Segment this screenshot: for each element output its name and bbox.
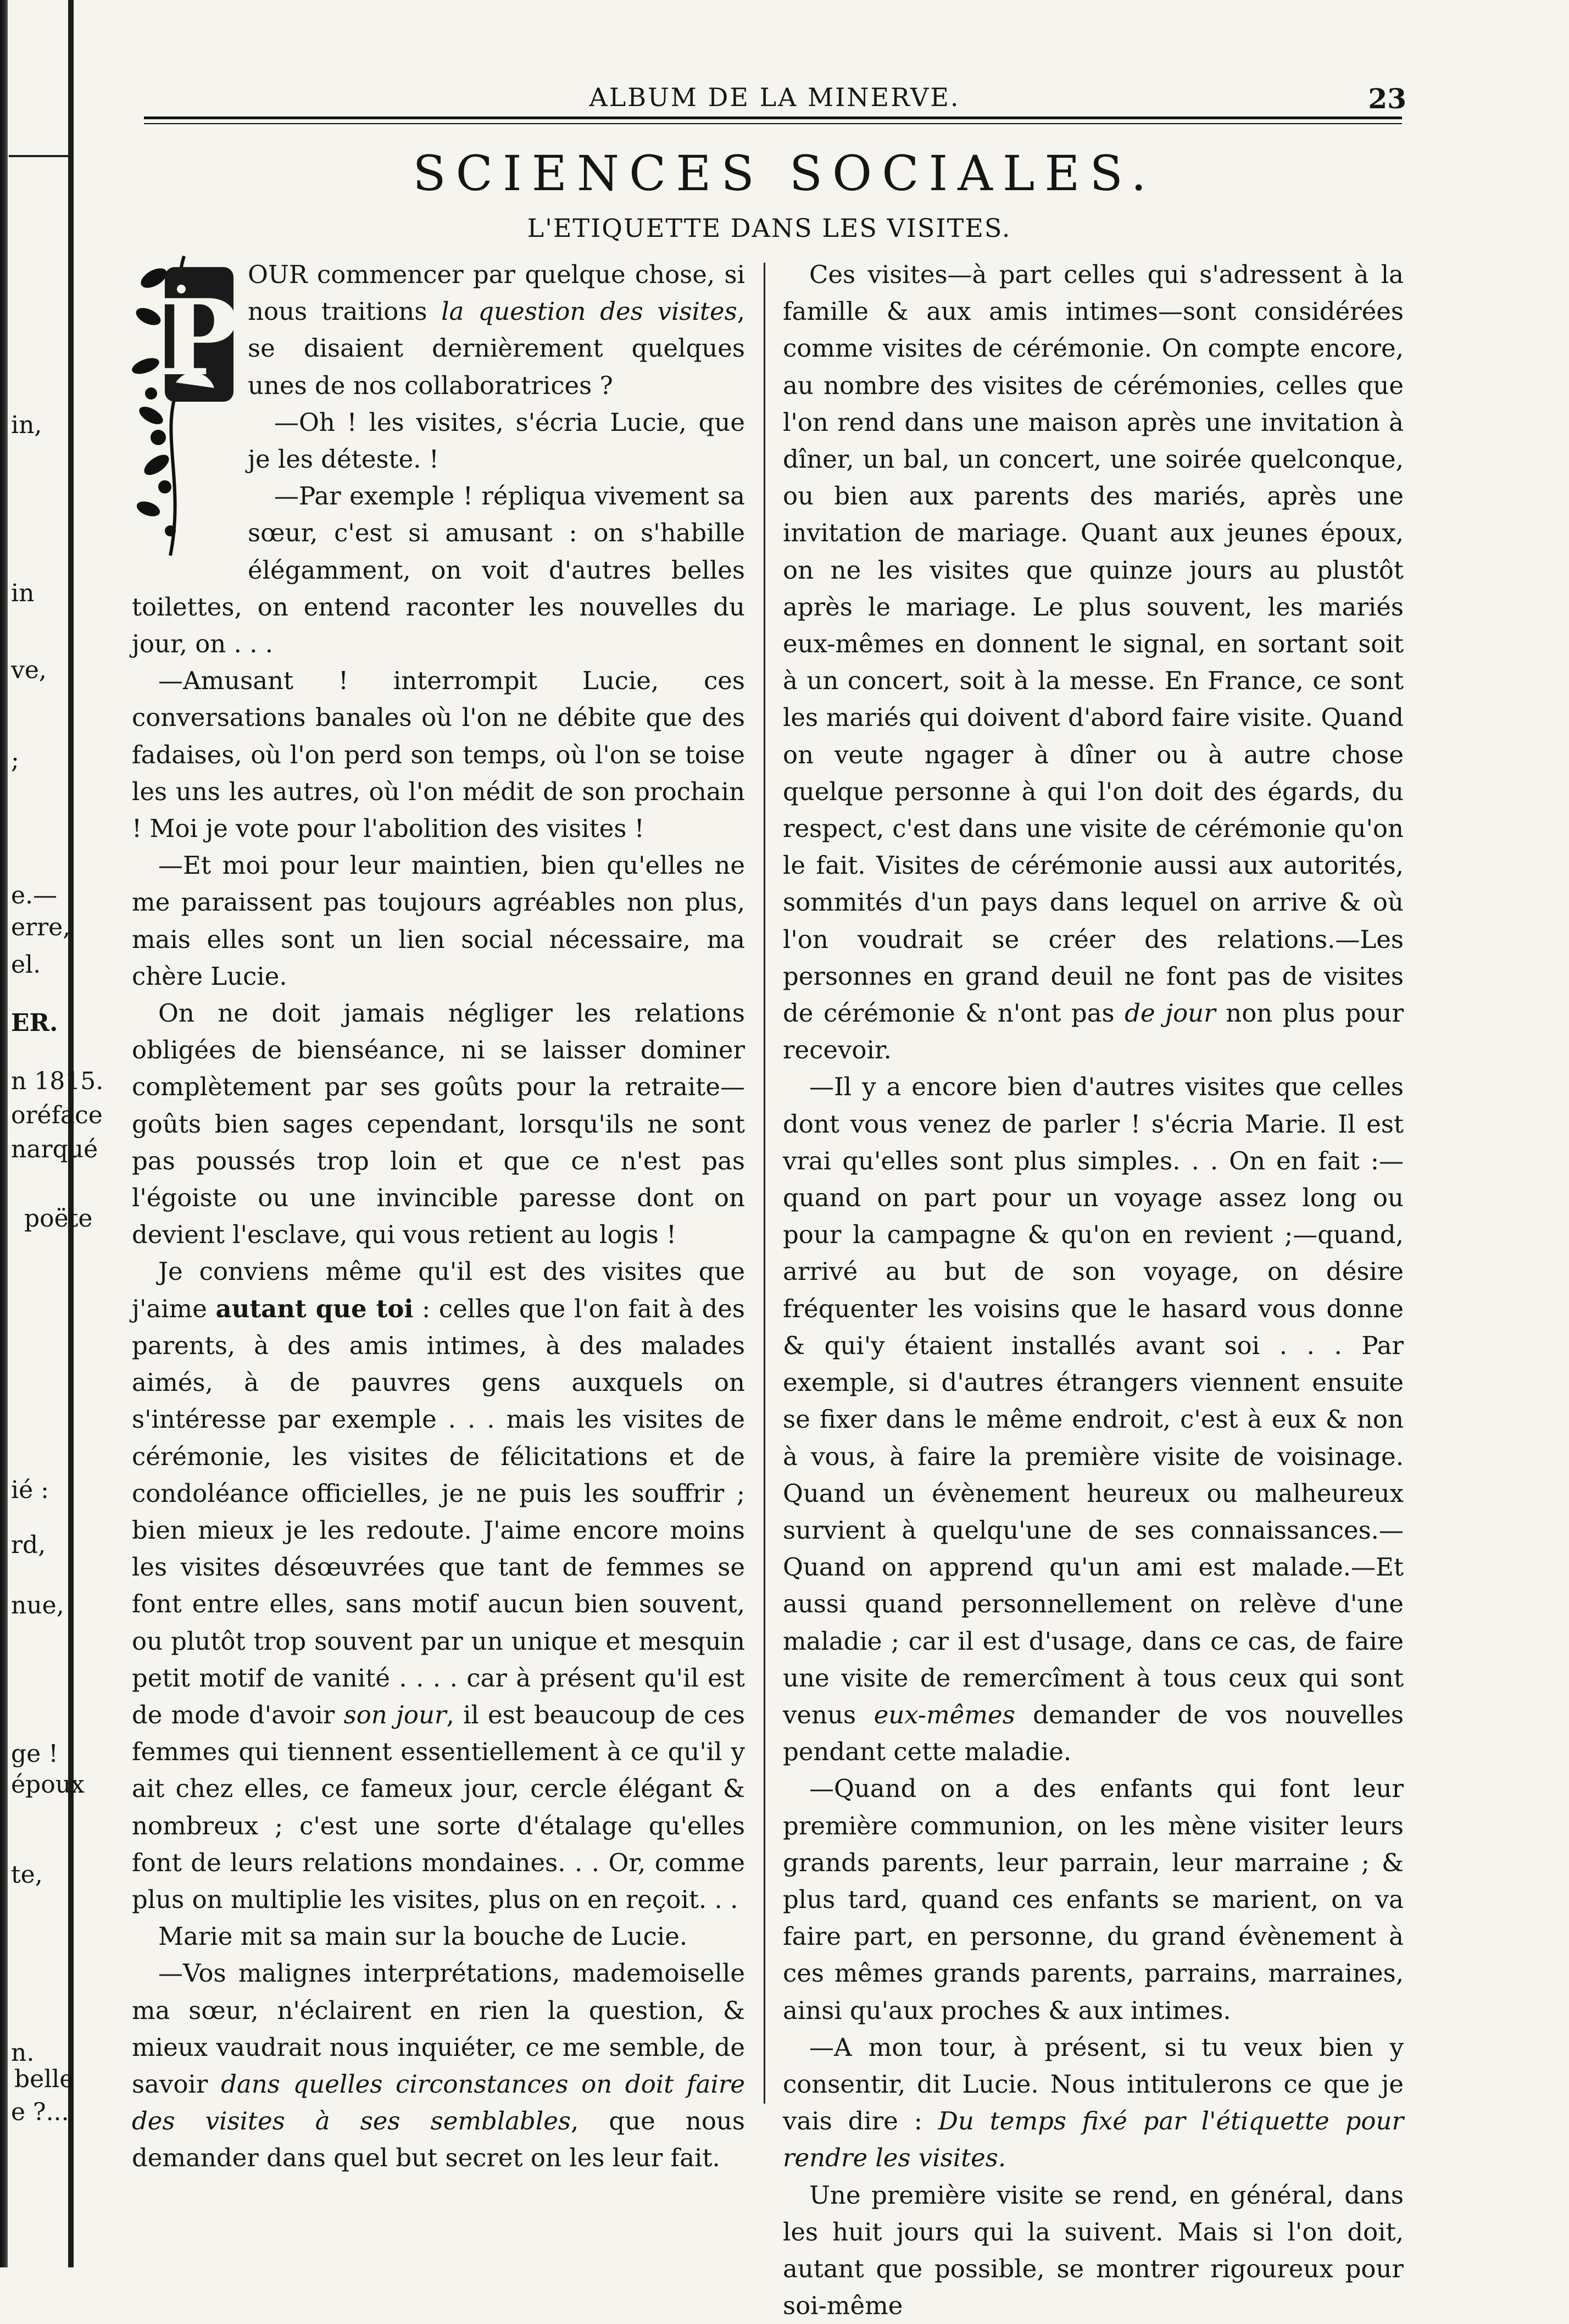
paragraph: Je conviens même qu'il est des visites que j'aime autant que toi : celles que l'on fait à des parents, à des amis intimes, à des malades aimés, à de pauvres gens auxquels on s'intéresse par exemple . . . mais les visites de cérémonie, les visites de félicitations et de condoléance officielles, je ne puis les souffrir ; bien mieux je les redoute. J'aime encore moins les visites désœuvrées que tant de femmes se font entre elles, sans motif aucun bien souvent, ou plutôt trop souvent par un unique et mesquin petit motif de vanité . . . . car à présent qu'il est de mode d'avoir son jour, il est beaucoup de ces femmes qui tiennent essentiellement à ce qu'il y ait chez elles, ce fameux jour, cercle élégant & nombreux ; c'est une sorte d'étalage qu'elles font de leurs relations mondaines. . . Or, comme plus on multiplie les visites, plus on en reçoit. . . <box>132 1257 745 1914</box>
prev-fragment: e.— <box>11 881 58 909</box>
previous-page-margin <box>9 0 104 2267</box>
prev-fragment: n 1815. <box>11 1067 104 1095</box>
prev-fragment: ge ! <box>11 1740 58 1768</box>
header-rule-thin <box>144 123 1402 124</box>
page-number: 23 <box>1368 82 1406 115</box>
prev-fragment: e ?... <box>11 2098 69 2126</box>
prev-fragment: belle <box>14 2065 74 2093</box>
prev-fragment: ié : <box>11 1476 49 1504</box>
paragraph: —Par exemple ! répliqua vivement sa sœur, c'est si amusant : on s'habille élégamment, on voit d'autres belles toilettes, on entend raconter les nouvelles du jour, on . . . <box>132 481 745 659</box>
prev-fragment: époux <box>11 1771 85 1799</box>
dropcap-letter: P <box>159 276 238 399</box>
prev-fragment: ER. <box>11 1009 58 1037</box>
prev-fragment: in, <box>11 411 42 439</box>
prev-fragment: el. <box>11 951 41 979</box>
floral-initial-ornament <box>132 256 238 556</box>
article-title: L'ETIQUETTE DANS LES VISITES. <box>527 213 1011 243</box>
prev-fragment: ve, <box>11 656 47 684</box>
paragraph: —Oh ! les visites, s'écria Lucie, que je les déteste. ! <box>248 407 745 474</box>
paragraph: —Quand on a des enfants qui font leur première communion, on les mène visiter leurs grands parents, leur parrain, leur marraine ; & plus tard, quand ces enfants se marient, on va faire part, en personne, du grand évènement à ces mêmes grands parents, parrains, marraines, ainsi qu'aux proches & aux intimes. <box>783 1774 1404 2025</box>
paragraph: —Il y a encore bien d'autres visites que celles dont vous venez de parler ! s'écria Marie. Il est vrai qu'elles sont plus simples. . . On en fait :—quand on part pour un voyage assez long ou pour la campagne & qu'on en revient ;—quand, arrivé au but de son voyage, on désire fréquenter les voisins que le hasard vous donne & qui'y étaient installés avant soi . . . Par exemple, si d'autres étrangers viennent ensuite se fixer dans le même endroit, c'est à eux & non à vous, à faire la première visite de voisinage. Quand un évènement heureux ou malheureux survient à quelqu'une de ses connaissances.—Quand on apprend qu'un ami est malade.—Et aussi quand personnellement on relève d'une maladie ; car il est d'usage, dans ce cas, de faire une visite de remercîment à tous ceux qui sont venus eux-mêmes demander de vos nouvelles pendant cette maladie. <box>783 1072 1404 1767</box>
prev-fragment: in <box>11 579 35 607</box>
column-rule <box>764 263 765 2104</box>
paragraph: —A mon tour, à présent, si tu veux bien y consentir, dit Lucie. Nous intitulerons ce que je vais dire : Du temps fixé par l'étiquette pour rendre les visites. <box>783 2032 1404 2173</box>
prev-fragment: nue, <box>11 1591 64 1619</box>
paragraph: On ne doit jamais négliger les relations obligées de bienséance, ni se laisser dominer complètement par ses goûts pour la retraite—goûts bien sages cependant, lorsqu'ils ne sont pas poussés trop loin et que ce n'est pas l'égoiste ou une invincible paresse dont on devient l'esclave, qui vous retient au logis ! <box>132 999 745 1250</box>
prev-fragment: n. <box>11 2039 35 2067</box>
decorated-initial <box>132 256 238 556</box>
prev-fragment: narqué <box>11 1135 98 1163</box>
header-rule <box>144 117 1402 119</box>
paragraph: OUR commencer par quelque chose, si nous traitions la question des visites, se disaient dernièrement quelques unes de nos collaboratrices ? <box>248 260 745 400</box>
running-head-title: ALBUM DE LA MINERVE. <box>589 82 960 112</box>
section-title: SCIENCES SOCIALES. <box>413 145 1156 202</box>
prev-fragment: poëte <box>24 1205 93 1233</box>
running-head <box>143 82 1406 121</box>
paragraph: Une première visite se rend, en général, dans les huit jours qui la suivent. Mais si l'on doit, autant que possible, se montrer rigoureux pour soi-même <box>783 2180 1404 2321</box>
paragraph: Marie mit sa main sur la bouche de Lucie. <box>158 1922 688 1951</box>
paragraph: Ces visites—à part celles qui s'adressent à la famille & aux amis intimes—sont considérées comme visites de cérémonie. On compte encore, au nombre des visites de cérémonies, celles que l'on rend dans une maison après une invitation à dîner, un bal, un concert, une soirée quelconque, ou bien aux parents des mariés, après une invitation de mariage. Quant aux jeunes époux, on ne les visites que quinze jours au plustôt après le mariage. Le plus souvent, les mariés eux-mêmes en donnent le signal, en sortant soit à un concert, soit à la messe. En France, ce sont les mariés qui doivent d'abord faire visite. Quand on veute ngager à dîner ou à autre chose quelque personne à qui l'on doit des égards, du respect, c'est dans une visite de cérémonie qu'on le fait. Visites de cérémonie aussi aux autorités, sommités d'un pays dans lequel on arrive & où l'on voudrait se créer des relations.—Les personnes en grand deuil ne font pas de visites de cérémonie & n'ont pas de jour non plus pour recevoir. <box>783 260 1404 1065</box>
prev-fragment: te, <box>11 1861 43 1889</box>
paragraph: —Et moi pour leur maintien, bien qu'elles ne me paraissent pas toujours agréables non plus, mais elles sont un lien social nécessaire, ma chère Lucie. <box>132 851 745 991</box>
book-binding-edge <box>0 0 8 2267</box>
prev-fragment: oréface <box>11 1101 103 1129</box>
column-left <box>132 256 745 2177</box>
prev-fragment: ; <box>11 746 19 774</box>
paragraph: —Amusant ! interrompit Lucie, ces conversations banales où l'on ne débite que des fadaises, où l'on perd son temps, où l'on se toise les uns les autres, où l'on médit de son prochain ! Moi je vote pour l'abolition des visites ! <box>132 666 745 844</box>
prev-fragment: rd, <box>11 1531 46 1559</box>
prev-fragment: erre, <box>11 913 71 941</box>
paragraph: —Vos malignes interprétations, mademoiselle ma sœur, n'éclairent en rien la question, & mieux vaudrait nous inquiéter, ce me semble, de savoir dans quelles circonstances on doit faire des visites à ses semblables, que nous demander dans quel but secret on les leur fait. <box>132 1959 745 2173</box>
column-right <box>783 256 1404 2324</box>
